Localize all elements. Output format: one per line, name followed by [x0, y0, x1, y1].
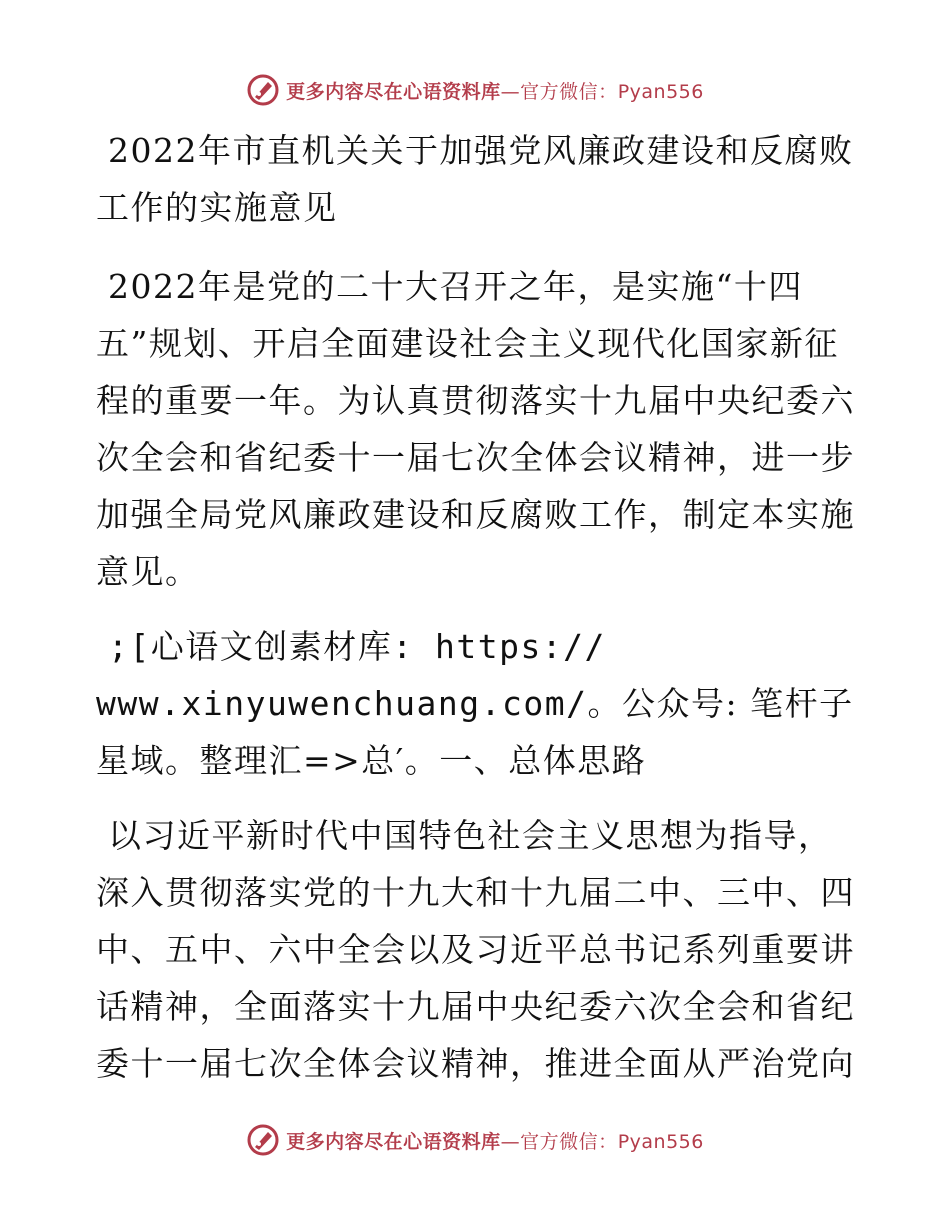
source-note-url: www.xinyuwenchuang.com/ [96, 684, 588, 723]
document-title: 2022年市直机关关于加强党风廉政建设和反腐败工作的实施意见 [96, 131, 854, 227]
paragraph-intro: 2022年是党的二十大召开之年，是实施“十四五”规划、开启全面建设社会主义现代化国家新征程的重要一年。为认真贯彻落实十九届中央纪委六次全会和省纪委十一届七次全体会议精神，进一步加强全局党风廉政建设和反腐败工作，制定本实施意见。 [96, 267, 855, 591]
watermark-text [286, 77, 704, 104]
source-note-suffix: 。公众号: 笔杆子星域。整理汇=>总′。一、总体思路 [96, 684, 854, 780]
pen-nib-logo-icon [246, 1123, 280, 1157]
top-watermark-banner [0, 70, 950, 110]
watermark-separator: — [500, 80, 521, 103]
watermark-brand: 更多内容尽在心语资料库 [286, 80, 501, 103]
source-note [96, 618, 856, 789]
watermark-official-label: 官方微信： [520, 1130, 618, 1153]
watermark-official-label: 官方微信： [520, 80, 618, 103]
watermark-text [286, 1127, 704, 1154]
watermark-wechat-id: Pyan556 [617, 1130, 704, 1153]
watermark-brand: 更多内容尽在心语资料库 [286, 1130, 501, 1153]
pen-nib-logo-icon [246, 73, 280, 107]
watermark-separator: — [500, 1130, 521, 1153]
paragraph-overall-approach: 以习近平新时代中国特色社会主义思想为指导，深入贯彻落实党的十九大和十九届二中、三中、四中、五中、六中全会以及习近平总书记系列重要讲话精神，全面落实十九届中央纪委六次全会和省纪委十一届七次全体会议精神，推进全面从严治党向 [96, 816, 855, 1083]
bottom-watermark-banner [0, 1120, 950, 1160]
document-body [96, 122, 856, 1110]
watermark-wechat-id: Pyan556 [617, 80, 704, 103]
source-note-prefix: ;[心语文创素材库: https:// [108, 627, 606, 666]
